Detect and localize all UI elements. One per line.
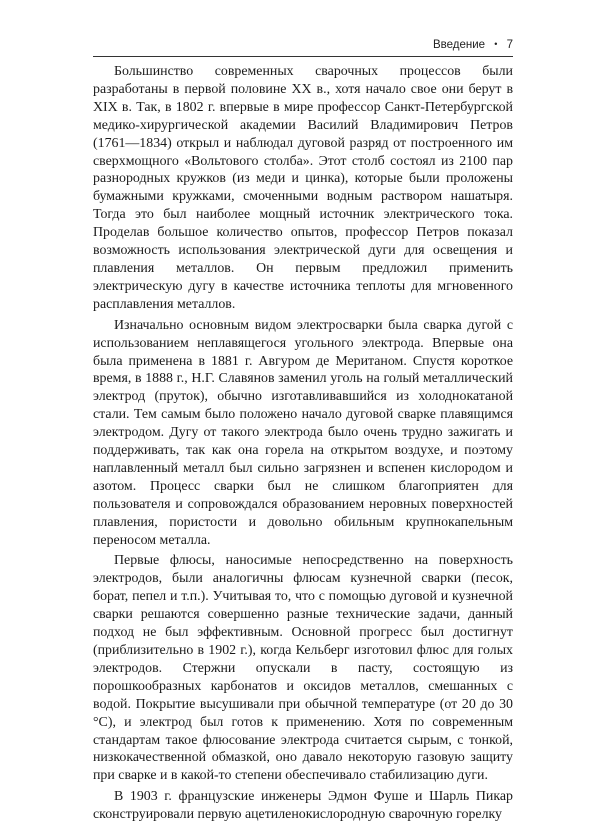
section-title: Введение <box>432 39 486 51</box>
paragraph-carbon-electrode: Изначально основным видом электросварки была сварка дугой с использованием неплавящегося угольного электрода. Впервые она была применена в 1881 г. Авгуром де Меританом. Спустя короткое время, в 1888 г., Н.Г. Славянов заменил уголь на голый металлический электрод (пруток), обычно изготавливавшийся из холоднокатаной стали. Тем самым было положено начало дуговой сварке плавящимся электродом. Дугу от такого электрода было очень трудно зажигать и поддерживать, так как она горела на открытом воздухе, и поэтому наплавленный металл был сильно загрязнен и вспенен кислородом и азотом. Процесс сварки был не слишком благоприятен для пользователя и сопровождался образованием неровных поверхностей плавления, пористости и довольно обильным крупнокапельным переносом металла. <box>93 317 513 548</box>
body-text <box>93 63 513 824</box>
page-number: 7 <box>506 39 513 51</box>
running-header <box>93 38 513 57</box>
paragraph-acetylene-torch: В 1903 г. французские инженеры Эдмон Фуше и Шарль Пикар сконструировали первую ацетиленокислородную сварочную горелку <box>93 789 513 823</box>
bullet-separator: • <box>494 39 498 49</box>
paragraph-petrov-arc: Большинство современных сварочных процессов были разработаны в первой половине XX в., хотя начало свое они берут в XIX в. Так, в 1802 г. впервые в мире профессор Санкт-Петербургской медико-хирургической академии Василий Владимирович Петров (1761—1834) открыл и наблюдал дуговой разряд от построенного им сверхмощного «Вольтового столба». Этот столб состоял из 2100 пар разнородных кружков (из меди и цинка), которые были проложены бумажными кружками, смоченными водным раствором нашатыря. Тогда это был наиболее мощный источник электрического тока. Проделав большое количество опытов, профессор Петров показал возможность использования электрической дуги для освещения и плавления металлов. Он первым предложил применить электрическую дугу в качестве источника теплоты для мгновенного расплавления металлов. <box>93 64 513 312</box>
paragraph-first-fluxes: Первые флюсы, наносимые непосредственно на поверхность электродов, были аналогичны флюсам кузнечной сварки (песок, борат, пепел и т.п.). Учитывая то, что с помощью дуговой и кузнечной сварки решаются совершенно разные технические задачи, данный подход не был эффективным. Основной прогресс был достигнут (приблизительно в 1902 г.), когда Кельберг изготовил флюс для голых электродов. Стержни опускали в пасту, состоящую из порошкообразных карбонатов и оксидов металлов, смешанных с водой. Покрытие высушивали при обычной температуре (от 20 до 30 °С), и электрод был готов к применению. Хотя по современным стандартам такое флюсование электрода считается сырым, с тонкой, низкокачественной обмазкой, оно давало некоторую газовую защиту при сварке и в какой-то степени обеспечивало стабилизацию дуги. <box>93 553 513 784</box>
